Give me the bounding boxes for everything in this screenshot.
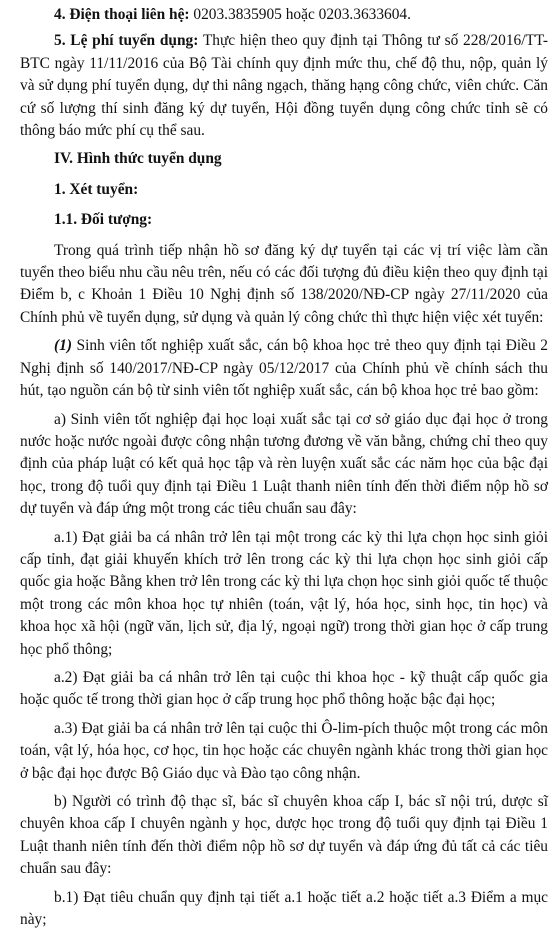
document-page	[20, 4, 548, 935]
item-1-paragraph	[20, 335, 548, 402]
item-a2-paragraph: a.2) Đạt giải ba cá nhân trở lên tại cuộc thi khoa học - kỹ thuật cấp quốc gia hoặc quốc tế trong thời gian học ở cấp trung học phổ thông hoặc bậc đại học;	[20, 668, 548, 709]
fee-label: 5. Lệ phí tuyển dụng:	[54, 32, 199, 50]
item-1-label: (1)	[54, 337, 72, 355]
item-b1-paragraph: b.1) Đạt tiêu chuẩn quy định tại tiết a.1 hoặc tiết a.2 hoặc tiết a.3 Điểm a mục này;	[20, 888, 548, 929]
intro-paragraph: Trong quá trình tiếp nhận hồ sơ đăng ký dự tuyển tại các vị trí việc làm cần tuyển theo biểu nhu cầu nêu trên, nếu có các đối tượng đủ điều kiện theo quy định tại Điểm b, c Khoản 1 Điều 10 Nghị định số 138/2020/NĐ-CP ngày 27/11/2020 của Chính phủ về tuyển dụng, sử dụng và quản lý công chức thì thực hiện việc xét tuyển:	[20, 241, 548, 326]
item-a-paragraph: a) Sinh viên tốt nghiệp đại học loại xuất sắc tại cơ sở giáo dục đại học ở trong nước hoặc nước ngoài được công nhận tương đương về văn bằng, chứng chỉ theo quy định của pháp luật có kết quả học tập và rèn luyện xuất sắc các năm học của bậc đại học, trong độ tuổi quy định tại Điều 1 Luật thanh niên tính đến thời điểm nộp hồ sơ dự tuyển và đáp ứng một trong các tiêu chuẩn sau đây:	[20, 410, 548, 518]
phone-label: 4. Điện thoại liên hệ:	[54, 6, 190, 23]
item-a1-paragraph: a.1) Đạt giải ba cá nhân trở lên tại một trong các kỳ thi lựa chọn học sinh giỏi cấp tỉnh, đạt giải khuyến khích trở lên trong các kỳ thi lựa chọn học sinh giỏi cấp quốc gia hoặc Bằng khen trở lên trong các kỳ thi lựa chọn học sinh giỏi quốc tế thuộc một trong các môn khoa học tự nhiên (toán, vật lý, hóa học, sinh học, tin học) và khoa học xã hội (ngữ văn, lịch sử, địa lý, ngoại ngữ) trong thời gian học ở cấp trung học phổ thông;	[20, 528, 548, 658]
item-1-text: Sinh viên tốt nghiệp xuất sắc, cán bộ khoa học trẻ theo quy định tại Điều 2 Nghị định số 140/2017/NĐ-CP ngày 05/12/2017 của Chính phủ về chính sách thu hút, tạo nguồn cán bộ từ sinh viên tốt nghiệp xuất sắc, cán bộ khoa học trẻ bao gồm:	[20, 337, 548, 400]
section-1-heading: 1. Xét tuyển:	[54, 180, 139, 198]
fee-text: Thực hiện theo quy định tại Thông tư số 228/2016/TT-BTC ngày 11/11/2016 của Bộ Tài chính quy định mức thu, chế độ thu, nộp, quản lý và sử dụng phí tuyển dụng, dự thi nâng ngạch, thăng hạng công chức, viên chức. Căn cứ số lượng thí sinh đăng ký dự tuyển, Hội đồng tuyển dụng công chức tỉnh sẽ có thông báo mức phí cụ thể sau.	[20, 32, 548, 140]
section-iv-heading: IV. Hình thức tuyển dụng	[54, 150, 222, 168]
item-a3-paragraph: a.3) Đạt giải ba cá nhân trở lên tại cuộc thi Ô-lim-pích thuộc một trong các môn toán, vật lý, hóa học, cơ học, tin học hoặc các chuyên ngành khác trong thời gian học ở bậc đại học được Bộ Giáo dục và Đào tạo công nhận.	[20, 719, 548, 782]
item-b-paragraph: b) Người có trình độ thạc sĩ, bác sĩ chuyên khoa cấp I, bác sĩ nội trú, dược sĩ chuyên khoa cấp I chuyên ngành y học, dược học trong độ tuổi quy định tại Điều 1 Luật thanh niên tính đến thời điểm nộp hồ sơ dự tuyển và đáp ứng đủ tất cả các tiêu chuẩn sau đây:	[20, 793, 548, 878]
phone-paragraph	[20, 4, 548, 26]
fee-paragraph	[20, 30, 548, 142]
phone-text: 0203.3835905 hoặc 0203.3633604.	[189, 6, 411, 23]
section-1-1-heading: 1.1. Đối tượng:	[54, 211, 153, 229]
